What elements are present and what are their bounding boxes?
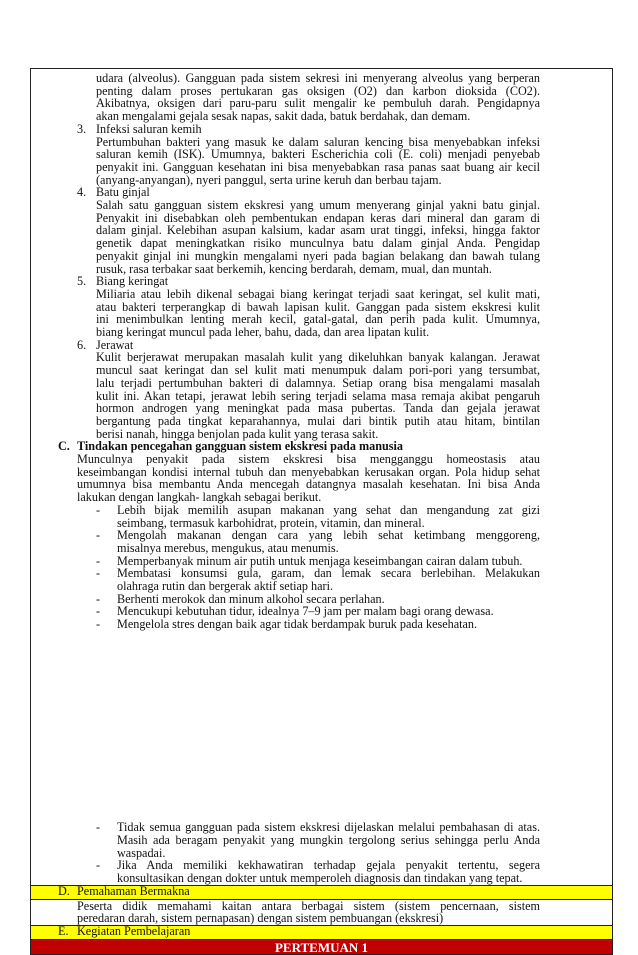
bullet-text: Membatasi konsumsi gula, garam, dan lemak secara berlebihan. Melakukan (117, 566, 540, 581)
text-line: penting dalam proses pertukaran gas oksigen (O2) dan karbon dioksida (CO2). (96, 83, 540, 98)
text-line: atau bakteri terperangkap di bawah lapisan kulit. Ganggan pada sistem ekskresi kulit (96, 299, 540, 314)
text-line: bergantung pada tingkat keparahannya, mulai dari bintik putih atau hitam, bintilan (96, 413, 540, 428)
list-item-title: Biang keringat (96, 274, 169, 289)
text-line: hormon androgen yang meningkat pada masa pubertas. Tanda dan gejala jerawat (96, 401, 540, 416)
text-line: Penyakit ini disebabkan oleh pembentukan endapan keras dari mineral dan garam di (96, 210, 540, 225)
text-line: biang keringat muncul pada leher, bahu, dada, dan area lipatan kulit. (96, 325, 430, 339)
text-line: Miliaria atau lebih dikenal sebagai biang keringat terjadi saat keringat, sel kulit mati, (96, 286, 540, 301)
bullet-dash: - (96, 820, 101, 835)
text-line: kulit ini. Akan tetapi, jerawat lebih sering terjadi selama masa remaja akibat pengaruh (96, 388, 540, 403)
section-heading: Tindakan pencegahan gangguan sistem ekskresi pada manusia (77, 439, 403, 454)
bullet-text: Mencukupi kebutuhan tidur, idealnya 7–9 jam per malam bagi orang dewasa. (117, 604, 494, 619)
text-line: genetik dapat meningkatkan risiko munculnya batu dalam ginjal Anda. Pengidap (96, 236, 540, 251)
text-line: Peserta didik memahami kaitan antara berbagai sistem (sistem pencernaan, sistem (77, 898, 540, 913)
text-line: penyakit ginjal ini mungkin mengalami nyeri pada bagian belakang dan bawah tulang (96, 248, 540, 263)
list-number: 3. (77, 121, 87, 136)
text-line: akan mengalami gejala sesak napas, sakit dada, batuk berdahak, dan demam. (96, 109, 471, 124)
list-number: 5. (77, 274, 87, 289)
text-line: (anyang-anyangan), nyeri panggul, serta urine keruh dan berbau tajam. (96, 172, 442, 187)
bullet-text: Memperbanyak minum air putih untuk menjaga keseimbangan cairan dalam tubuh. (117, 553, 523, 568)
list-number: 6. (77, 337, 87, 352)
bullet-text: Berhenti merokok dan minum alkohol secara perlahan. (117, 591, 385, 606)
text-line: Akibatnya, oksigen dari paru-paru sulit mengalir ke pembuluh darah. Pengidapnya (96, 96, 540, 111)
text-line: lakukan dengan langkah- langkah sebagai berikut. (77, 490, 322, 505)
bullet-text: Jika Anda memiliki kekhawatiran terhadap gejala penyakit tertentu, segera (117, 858, 540, 873)
text-line: lalu terjadi pertumbuhan bakteri di dalamnya. Setiap orang bisa mengalami masalah (96, 375, 540, 390)
text-line: penyakit ini. Gangguan kesehatan ini bisa menyebabkan rasa panas saat buang air kecil (96, 159, 540, 174)
bullet-dash: - (96, 528, 101, 543)
text-line: Salah satu gangguan sistem ekskresi yang umum menyerang ginjal yakni batu ginjal. (96, 198, 540, 212)
section-letter: D. (58, 883, 70, 898)
bullet-dash: - (96, 617, 101, 632)
bullet-text: konsultasikan dengan dokter untuk memperoleh diagnosis dan tindakan yang tepat. (117, 871, 523, 886)
section-letter: C. (58, 439, 70, 454)
text-line: keseimbangan kondisi internal tubuh dan menyebabkan kerusakan organ. Pola hidup sehat (77, 464, 540, 479)
text-line: peredaran darah, sistem pernapasan) dengan sistem pembuangan (ekskresi) (77, 911, 444, 926)
bullet-text: Mengolah makanan dengan cara yang lebih sehat ketimbang menggoreng, (117, 528, 540, 543)
bullet-text: seimbang, termasuk karbohidrat, protein, vitamin, dan mineral. (117, 515, 425, 530)
bullet-dash: - (96, 502, 101, 517)
bullet-text: Tidak semua gangguan pada sistem ekskresi dijelaskan melalui pembahasan di atas. (117, 820, 540, 835)
list-item-title: Jerawat (96, 337, 134, 352)
text-line: saluran kemih (ISK). Umumnya, bakteri Escherichia coli (E. coli) menjadi penyebab (96, 147, 540, 162)
bullet-text: misalnya merebus, mengukus, atau menumis. (117, 540, 339, 555)
bullet-text: Mengelola stres dengan baik agar tidak berdampak buruk pada kesehatan. (117, 617, 478, 632)
bullet-dash: - (96, 604, 101, 619)
text-line: umumnya bisa membantu Anda mencegah datangnya masalah kesehatan. Ini bisa Anda (77, 477, 540, 492)
bullet-dash: - (96, 858, 101, 873)
text-line: muncul saat keringat dan sel kulit mati menumpuk dalam pori-pori yang tersumbat, (96, 363, 540, 378)
section-letter: E. (58, 923, 69, 938)
bullet-dash: - (96, 566, 101, 581)
section-heading: Kegiatan Pembelajaran (77, 923, 191, 938)
text-line: dalam ginjal. Kelebihan asupan kalsium, kadar asam urat tinggi, infeksi, hingga faktor (96, 223, 540, 238)
list-item-title: Batu ginjal (96, 185, 150, 200)
bullet-dash: - (96, 591, 101, 606)
list-number: 4. (77, 185, 87, 200)
text-line: Pertumbuhan bakteri yang masuk ke dalam saluran kencing bisa menyebabkan infeksi (96, 134, 540, 149)
bullet-text: waspadai. (117, 845, 166, 860)
list-item-title: Infeksi saluran kemih (96, 121, 202, 136)
text-line: udara (alveolus). Gangguan pada sistem sekresi ini menyerang alveolus yang berperan (96, 71, 540, 85)
bullet-text: Lebih bijak memilih asupan makanan yang sehat dan mengandung zat gizi (117, 502, 540, 517)
text-line: berisi nanah, hingga benjolan pada kulit yang terasa sakit. (96, 426, 379, 441)
text-line: Kulit berjerawat merupakan masalah kulit yang dikeluhkan banyak kalangan. Jerawat (96, 350, 540, 365)
bullet-text: Masih ada beragam penyakit yang mungkin tergolong serius sehingga perlu Anda (117, 833, 540, 847)
text-line: Munculnya penyakit pada sistem ekskresi bisa mengganggu homeostasis atau (77, 452, 540, 466)
section-heading: Pemahaman Bermakna (77, 883, 190, 898)
text-line: ini menimbulkan lenting merah kecil, gatal-gatal, dan perih pada kulit. Umumnya, (96, 312, 540, 327)
bullet-text: olahraga rutin dan bergerak aktif setiap hari. (117, 579, 334, 593)
bullet-dash: - (96, 553, 101, 568)
meeting-banner: PERTEMUAN 1 (31, 940, 612, 954)
text-line: rusuk, rasa terbakar saat berkemih, kencing berdarah, demam, mual, dan muntah. (96, 261, 492, 276)
